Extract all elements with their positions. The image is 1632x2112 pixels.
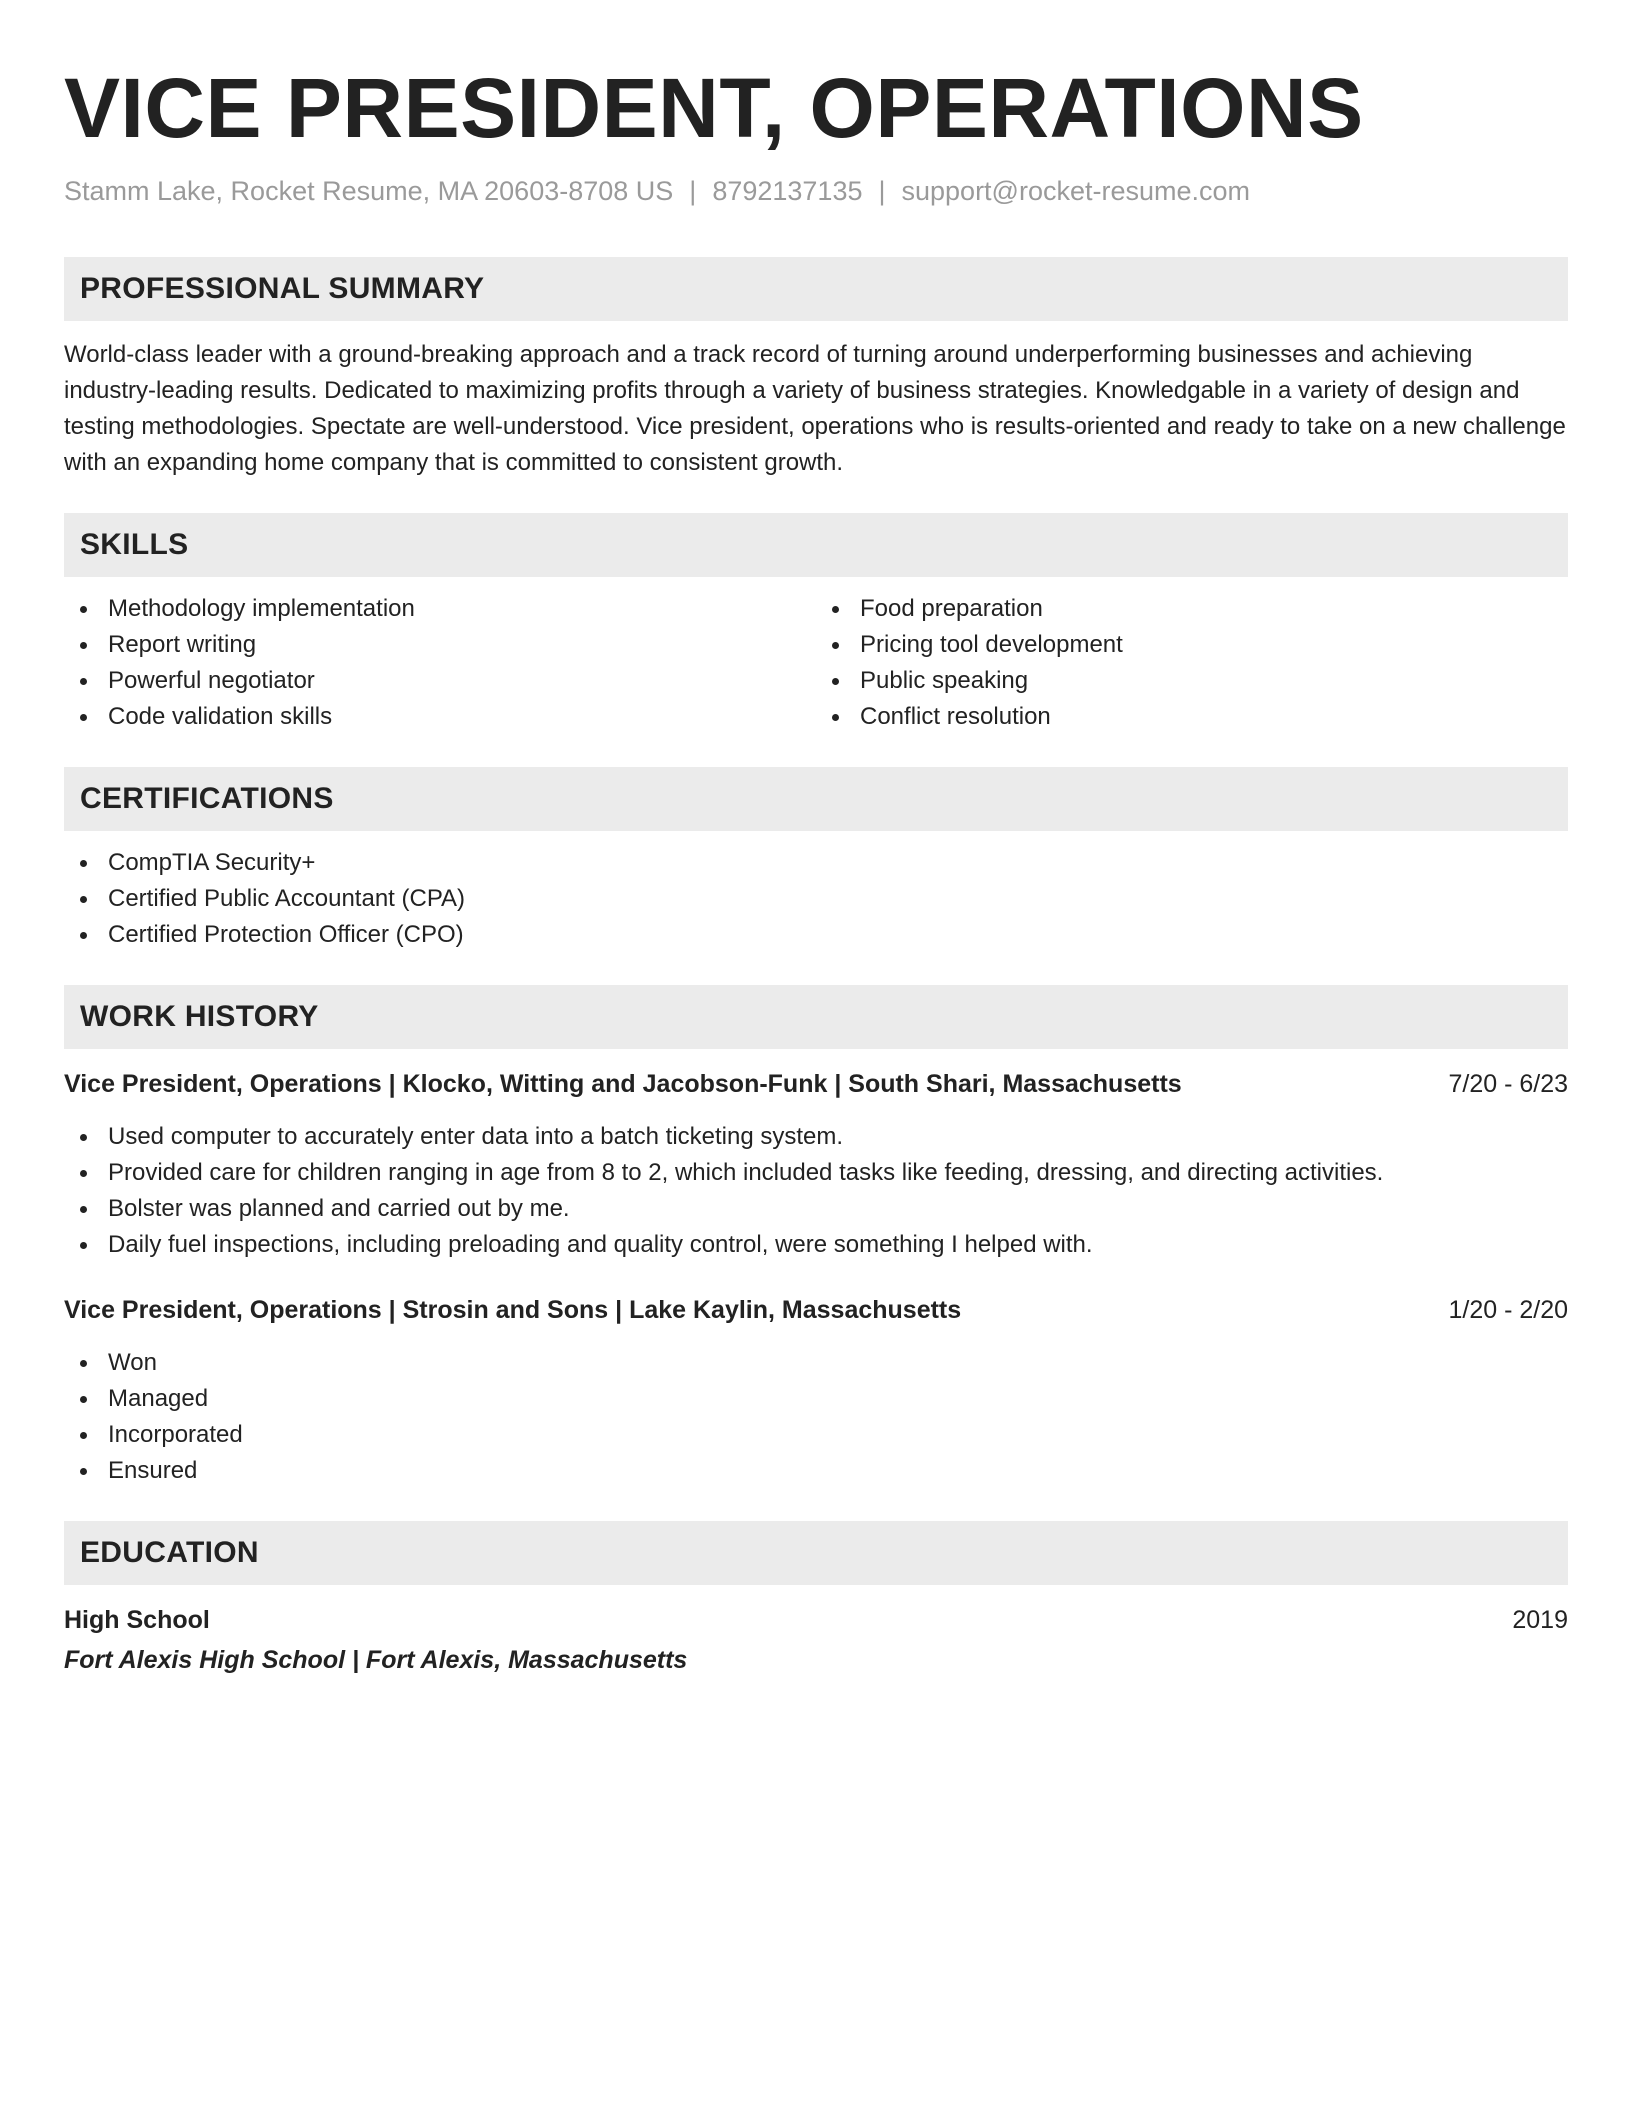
bullet-icon [80, 860, 87, 867]
bullet-icon [80, 1396, 87, 1403]
education-year: 2019 [1512, 1606, 1568, 1634]
job-bullet: Won [64, 1345, 1568, 1381]
job-bullet: Bolster was planned and carried out by me. [64, 1191, 1568, 1227]
job-header [64, 1067, 1568, 1101]
job-bullet: Daily fuel inspections, including preloading and quality control, were something I helped with. [64, 1227, 1568, 1263]
skill-item: Pricing tool development [816, 627, 1568, 663]
skill-item: Report writing [64, 627, 816, 663]
bullet-icon [80, 1432, 87, 1439]
bullet-icon [832, 642, 839, 649]
contact-address: Stamm Lake, Rocket Resume, MA 20603-8708 US [64, 176, 674, 206]
certification-item: CompTIA Security+ [64, 845, 1568, 881]
bullet-icon [80, 1242, 87, 1249]
skills-column-left [64, 591, 816, 735]
bullet-icon [80, 678, 87, 685]
skill-item: Public speaking [816, 663, 1568, 699]
job-bullet: Incorporated [64, 1417, 1568, 1453]
skills-list [64, 591, 1568, 735]
bullet-icon [80, 932, 87, 939]
job-bullets [64, 1345, 1568, 1489]
bullet-icon [80, 1170, 87, 1177]
job-title: Vice President, Operations | Strosin and Sons | Lake Kaylin, Massachusetts [64, 1296, 962, 1324]
job-entry [64, 1067, 1568, 1263]
education-header [64, 1603, 1568, 1637]
bullet-icon [80, 642, 87, 649]
bullet-icon [80, 1468, 87, 1475]
bullet-icon [80, 1134, 87, 1141]
job-bullet: Managed [64, 1381, 1568, 1417]
contact-email: support@rocket-resume.com [901, 176, 1251, 206]
job-dates: 1/20 - 2/20 [1448, 1296, 1568, 1324]
section-header-skills: SKILLS [64, 513, 1568, 577]
bullet-icon [80, 896, 87, 903]
skill-item: Conflict resolution [816, 699, 1568, 735]
job-bullet: Provided care for children ranging in age from 8 to 2, which included tasks like feeding, dressing, and directing activities. [64, 1155, 1568, 1191]
section-header-education: EDUCATION [64, 1521, 1568, 1585]
contact-separator: | [878, 176, 886, 206]
skill-item: Methodology implementation [64, 591, 816, 627]
summary-text: World-class leader with a ground-breaking approach and a track record of turning around underperforming businesses and achieving industry-leading results. Dedicated to maximizing profits through a variety of business strategies. Knowledgable in a variety of design and testing methodologies. Spectate are well-understood. Vice president, operations who is results-oriented and ready to take on a new challenge with an expanding home company that is committed to consistent growth. [64, 341, 1566, 476]
bullet-icon [80, 1360, 87, 1367]
education-degree: High School [64, 1606, 210, 1634]
bullet-icon [80, 1206, 87, 1213]
education-school: Fort Alexis High School | Fort Alexis, Massachusetts [64, 1646, 688, 1674]
job-entry [64, 1293, 1568, 1489]
skill-item: Food preparation [816, 591, 1568, 627]
bullet-icon [80, 606, 87, 613]
bullet-icon [832, 678, 839, 685]
education-entry [64, 1603, 1568, 1677]
certifications-list [64, 845, 1568, 953]
job-bullet: Used computer to accurately enter data into a batch ticketing system. [64, 1119, 1568, 1155]
contact-phone: 8792137135 [712, 176, 863, 206]
contact-line [64, 174, 1568, 208]
job-dates: 7/20 - 6/23 [1448, 1070, 1568, 1098]
bullet-icon [80, 714, 87, 721]
certification-item: Certified Protection Officer (CPO) [64, 917, 1568, 953]
job-header [64, 1293, 1568, 1327]
section-header-work-history: WORK HISTORY [64, 985, 1568, 1049]
section-header-summary: PROFESSIONAL SUMMARY [64, 257, 1568, 321]
candidate-name: VICE PRESIDENT, OPERATIONS [64, 61, 1364, 155]
skills-column-right [816, 591, 1568, 735]
bullet-icon [832, 714, 839, 721]
contact-separator: | [689, 176, 697, 206]
job-bullet: Ensured [64, 1453, 1568, 1489]
job-title: Vice President, Operations | Klocko, Witting and Jacobson-Funk | South Shari, Massachusetts [64, 1070, 1182, 1098]
job-bullets [64, 1119, 1568, 1263]
section-header-certifications: CERTIFICATIONS [64, 767, 1568, 831]
bullet-icon [832, 606, 839, 613]
skill-item: Powerful negotiator [64, 663, 816, 699]
skill-item: Code validation skills [64, 699, 816, 735]
certification-item: Certified Public Accountant (CPA) [64, 881, 1568, 917]
